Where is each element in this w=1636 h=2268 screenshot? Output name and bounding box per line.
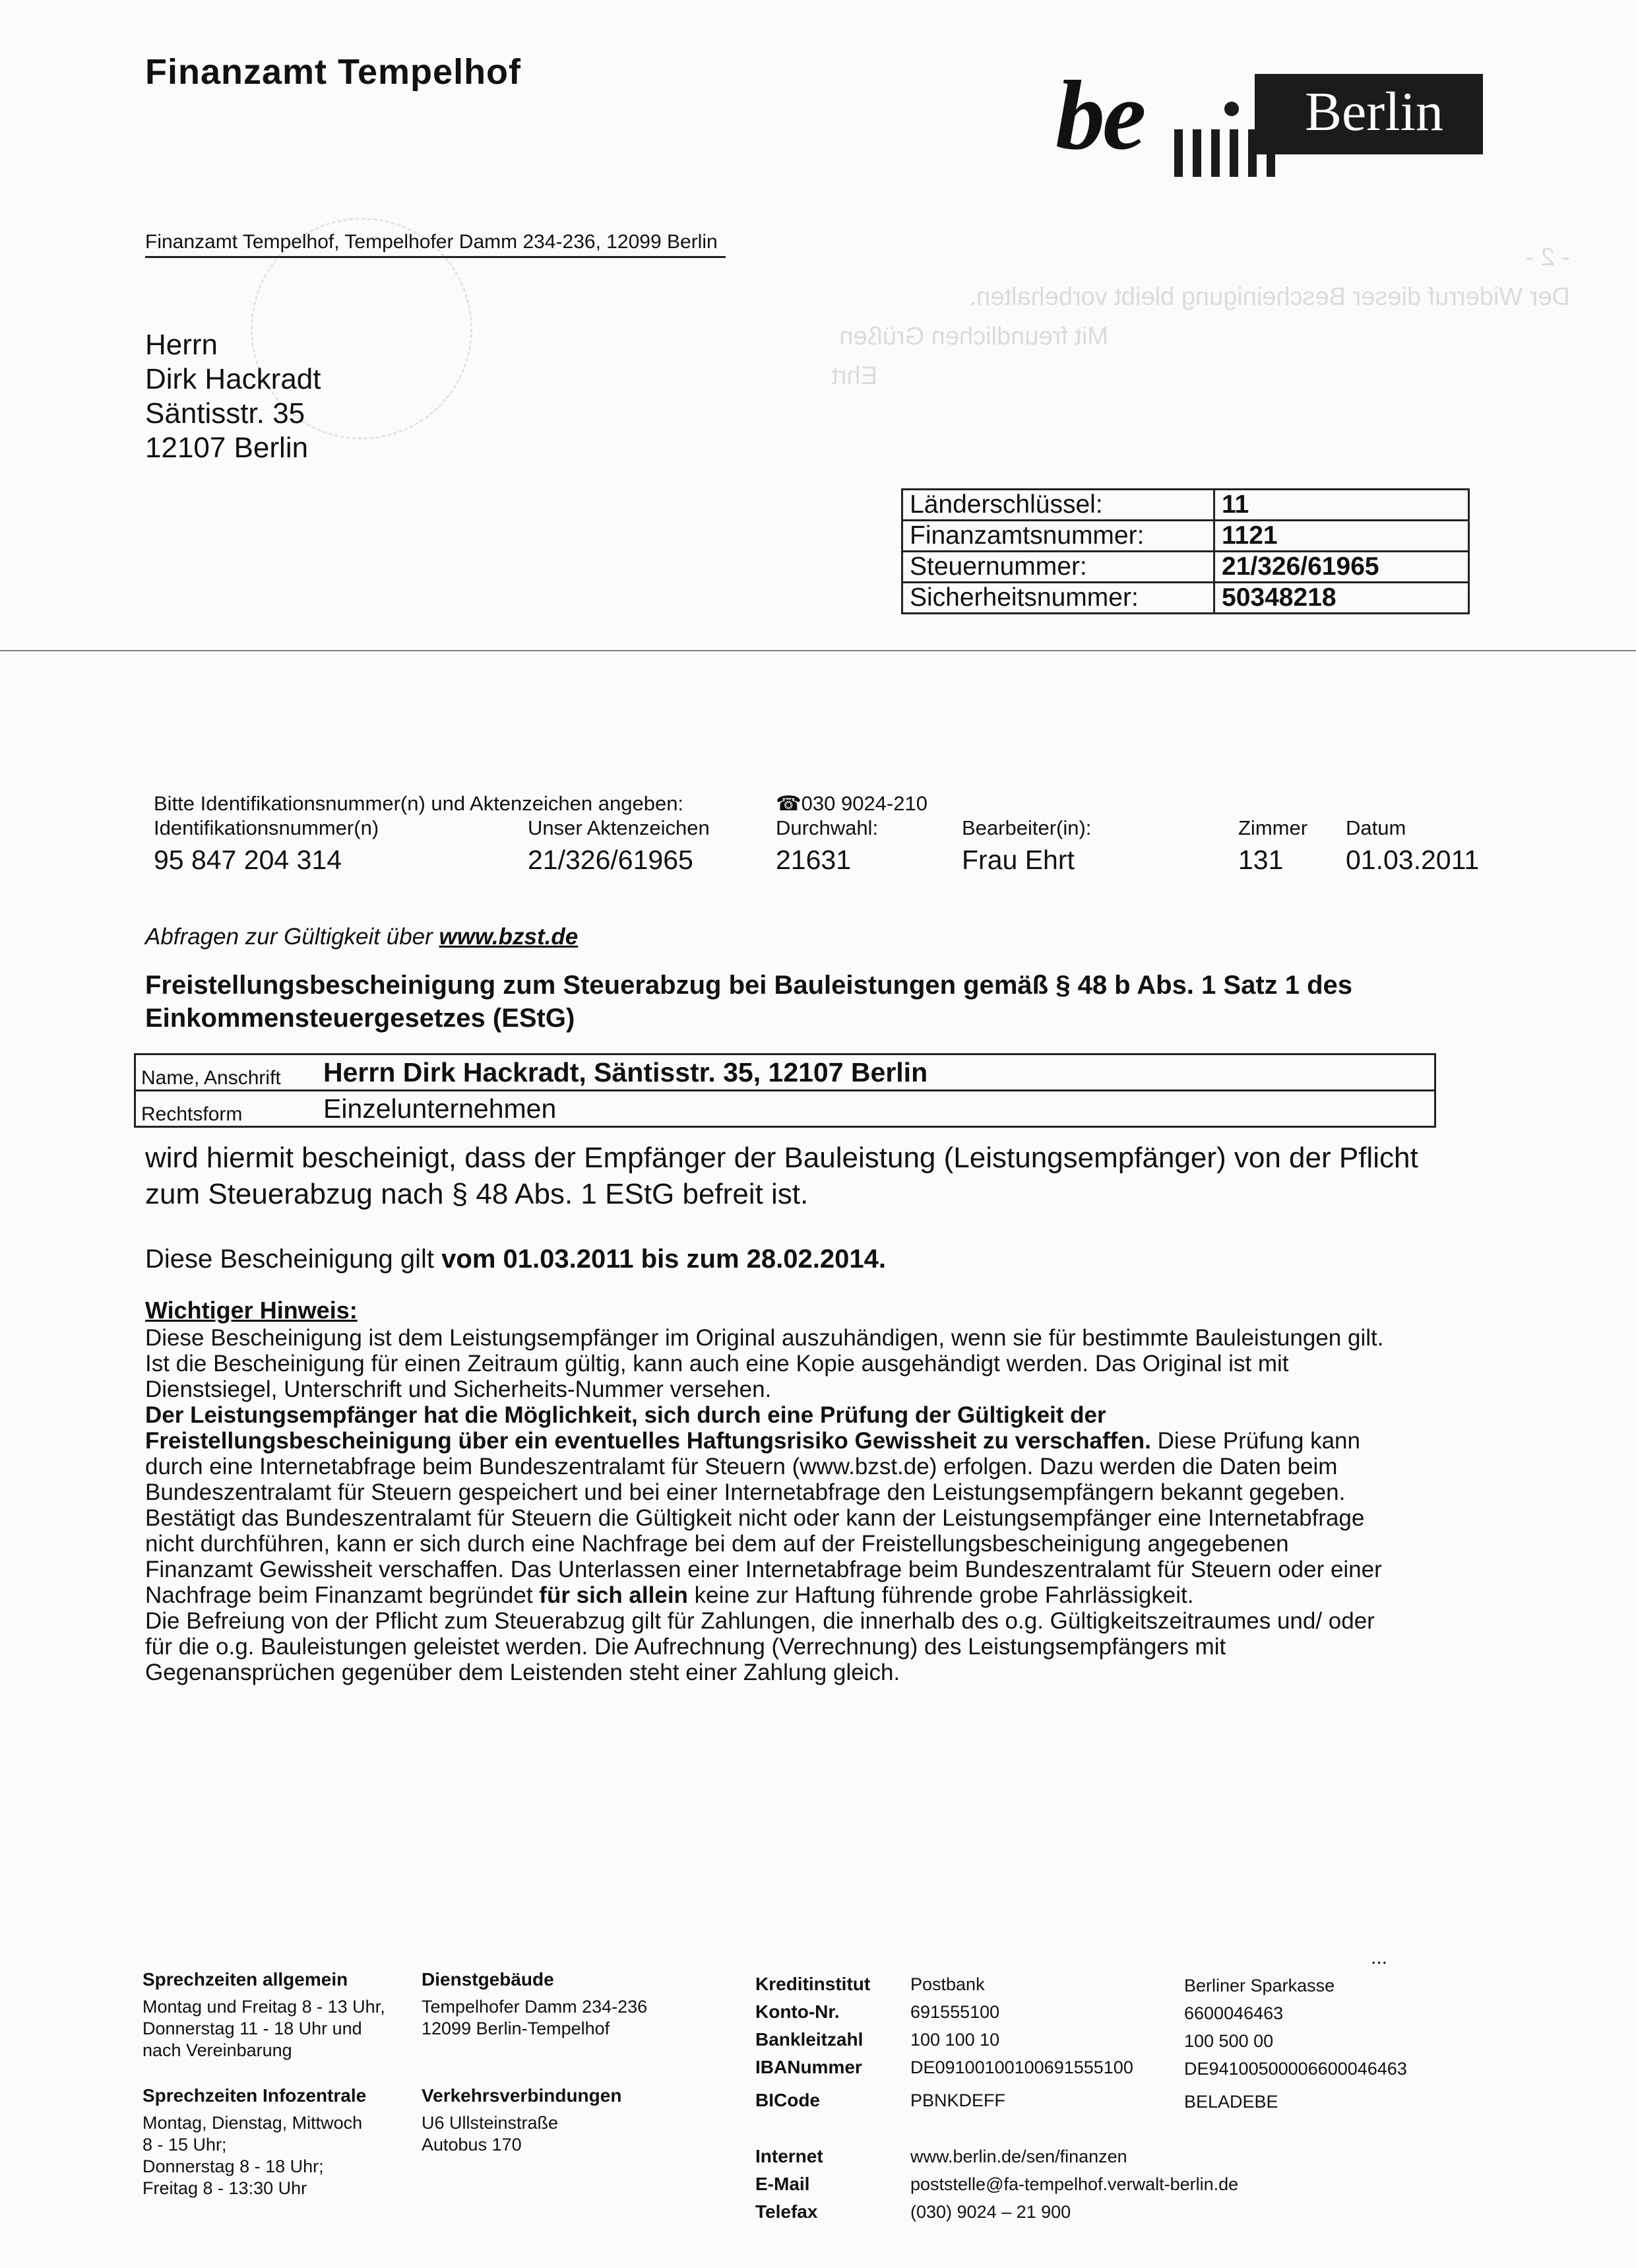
footer-bank-sparkasse [1184,1972,1407,2116]
reference-request: Bitte Identifikationsnummer(n) und Aktenzeichen angeben: [154,792,684,815]
validity-range: vom 01.03.2011 bis zum 28.02.2014. [441,1245,886,1274]
bank-value: Postbank [910,1974,985,1994]
footer-heading: Dienstgebäude [422,1969,554,1990]
bank-value: 100 500 00 [1184,2031,1274,2051]
label-date: Datum [1346,816,1406,839]
contact-label: Internet [755,2146,823,2166]
key-value: 21/326/61965 [1214,552,1469,583]
phone-icon: ☎ [776,792,802,815]
recipient-name: Dirk Hackradt [145,363,321,395]
info-value: Einzelunternehmen [318,1091,1435,1127]
footer-heading: Verkehrsverbindungen [422,2085,622,2106]
value-extension: 21631 [776,845,852,875]
validity-query [145,924,578,950]
notice-paragraph: Diese Bescheinigung ist dem Leistungsempfänger im Original auszuhändigen, wenn sie für bestimmte Bauleistungen gilt. Ist die Bescheinigung für einen Zeitraum gültig, kann auch eine Kopie ausgehändigt werden. Das Original ist mit Dienstsiegel, Unterschrift und Sicherheits-Nummer versehen. [145,1325,1384,1402]
logo-city: Berlin [1305,81,1443,143]
key-label: Länderschlüssel: [902,490,1214,521]
document-title: Freistellungsbescheinigung zum Steuerabzug bei Bauleistungen gemäß § 48 b Abs. 1 Satz 1 des Einkommensteuergesetzes (EStG) [145,971,1353,1033]
bank-label: BICode [755,2090,820,2110]
office-title: Finanzamt Tempelhof [145,52,522,92]
key-label: Steuernummer: [902,552,1214,583]
sender-address-line: Finanzamt Tempelhof, Tempelhofer Damm 234-236, 12099 Berlin [145,231,726,258]
key-value: 1121 [1214,521,1469,552]
footer-hours-general [142,1968,385,2061]
footer-hours-info [142,2085,366,2199]
validity-period [145,1245,886,1274]
berlin-logo [1055,61,1484,181]
bank-value: 6600046463 [1184,2003,1284,2023]
key-label: Sicherheitsnummer: [902,583,1214,614]
notice-text: keine zur Haftung führende grobe Fahrlässigkeit. [694,1582,1194,1608]
recipient-street: Säntisstr. 35 [145,397,305,430]
value-clerk: Frau Ehrt [962,845,1075,875]
important-notice [145,1325,1399,1685]
footer-line: Montag, Dienstag, Mittwoch [142,2113,363,2133]
key-row [902,490,1469,521]
footer-heading: Sprechzeiten Infozentrale [142,2085,367,2106]
key-row [902,521,1469,552]
info-label: Name, Anschrift [135,1054,319,1091]
logo-dot [1224,102,1239,116]
key-value: 50348218 [1214,583,1469,614]
bleed-through-text: - 2 - Der Widerruf dieser Bescheinigung bleibt vorbehalten. Mit freundlichen Grüßen Ehrt [831,243,1570,390]
footer-contact-values [910,2143,1238,2226]
footer-bank-postbank [910,1970,1133,2114]
value-date: 01.03.2011 [1346,845,1480,875]
footer-line: Montag und Freitag 8 - 13 Uhr, [142,1997,385,2017]
contact-label: E-Mail [755,2174,810,2194]
notice-paragraph: Die Befreiung von der Pflicht zum Steuerabzug gilt für Zahlungen, die innerhalb des o.g. Gültigkeitszeitraumes und/ oder für die o.g. Bauleistungen geleistet werden. Die Aufrechnung (Verrechnung) des Leistungsempfängers mit Gegenansprüchen gegenüber dem Leistenden steht einer Zahlung gleich. [145,1608,1375,1685]
key-value: 11 [1214,490,1469,521]
notice-paragraph [145,1402,1399,1608]
contact-fax: (030) 9024 – 21 900 [910,2202,1071,2222]
bank-value: BELADEBE [1184,2092,1278,2112]
footer-building [422,1968,647,2040]
info-row [135,1091,1435,1127]
recipient-info-table [134,1053,1436,1128]
footer-line: Tempelhofer Damm 234-236 [422,1997,648,2017]
footer-bank-labels [755,1970,870,2114]
reference-phone [776,792,928,816]
footer-line: U6 Ullsteinstraße [422,2113,559,2133]
info-value: Herrn Dirk Hackradt, Säntisstr. 35, 12107 Berlin [318,1054,1435,1091]
contact-website[interactable]: www.berlin.de/sen/finanzen [910,2147,1127,2166]
footer-line: 12099 Berlin-Tempelhof [422,2019,610,2038]
recipient-city: 12107 Berlin [145,432,309,464]
tax-key-table [901,488,1470,614]
footer-line: Autobus 170 [422,2135,522,2155]
phone-number: 030 9024-210 [801,792,928,815]
footer-line: nach Vereinbarung [142,2040,292,2060]
label-room: Zimmer [1238,816,1308,839]
footer-line: Donnerstag 11 - 18 Uhr und [142,2019,362,2038]
bank-value: 691555100 [910,2002,1000,2022]
footer-contact-labels [755,2143,823,2226]
validity-query-text: Abfragen zur Gültigkeit über [145,924,433,950]
bank-label: Konto-Nr. [755,2001,840,2022]
key-row [902,583,1469,614]
footer-transport [422,2085,621,2156]
bank-value: PBNKDEFF [910,2090,1006,2110]
exemption-statement: wird hiermit bescheinigt, dass der Empfänger der Bauleistung (Leistungsempfänger) von der Pflicht zum Steuerabzug nach § 48 Abs. 1 EStG befreit ist. [145,1142,1418,1210]
notice-text: Diese Prüfung kann durch eine Internetabfrage beim Bundeszentralamt für Steuern (www.bzst.de) erfolgen. Dazu werden die Daten beim Bundeszentralamt für Steuern gespeichert und bei einer Internetabfrage den Leistungsempfängern bekannt gegeben. Bestätigt das Bundeszentralamt für Steuern die Gültigkeit nicht oder kann der Leistungsempfänger eine Internetabfrage nicht durchführen, kann er sich durch eine Nachfrage bei dem auf der Freistellungsbescheinigung angegebenen Finanzamt Gewissheit verschaffen. Das Unterlassen einer Internetabfrage beim Bundeszentralamt für Steuern oder einer Nachfrage beim Finanzamt begründet [145,1428,1382,1608]
validity-prefix: Diese Bescheinigung gilt [145,1245,435,1274]
bank-value: DE94100500006600046463 [1184,2059,1407,2079]
contact-label: Telefax [755,2201,818,2222]
bank-label: Bankleitzahl [755,2029,864,2050]
fold-line [0,650,1636,651]
bank-value: Berliner Sparkasse [1184,1976,1335,1995]
footer-heading: Sprechzeiten allgemein [142,1969,348,1990]
bank-label: IBANummer [755,2057,862,2077]
bank-value: DE09100100100691555100 [910,2057,1133,2077]
footer-line: Donnerstag 8 - 18 Uhr; [142,2156,324,2176]
logo-brand-text: be [1055,61,1144,170]
label-our-ref: Unser Aktenzeichen [528,816,710,839]
footer-line: 8 - 15 Uhr; [142,2135,227,2155]
label-extension: Durchwahl: [776,816,879,839]
footer-ellipsis: ... [1371,1947,1388,1968]
contact-email[interactable]: poststelle@fa-tempelhof.verwalt-berlin.de [910,2174,1239,2194]
recipient-address [145,328,321,465]
info-row [135,1054,1435,1091]
notice-heading: Wichtiger Hinweis: [145,1297,358,1324]
label-id-numbers: Identifikationsnummer(n) [154,816,379,839]
key-label: Finanzamtsnummer: [902,521,1214,552]
value-id-numbers: 95 847 204 314 [154,845,342,875]
info-label: Rechtsform [135,1091,319,1127]
notice-bold-text: für sich allein [539,1582,688,1608]
recipient-salutation: Herrn [145,329,218,361]
value-room: 131 [1238,845,1284,875]
value-our-ref: 21/326/61965 [528,845,693,875]
key-row [902,552,1469,583]
bzst-link[interactable]: www.bzst.de [439,924,579,950]
bank-label: Kreditinstitut [755,1974,871,1994]
label-clerk: Bearbeiter(in): [962,816,1092,839]
footer-line: Freitag 8 - 13:30 Uhr [142,2178,307,2198]
bank-value: 100 100 10 [910,2030,1000,2050]
notice-bold-text: Der Leistungsempfänger hat die Möglichkeit, sich durch eine Prüfung der Gültigkeit der Freistellungsbescheinigung über ein eventuelles Haftungsrisiko Gewissheit zu verschaffen. [145,1402,1151,1454]
